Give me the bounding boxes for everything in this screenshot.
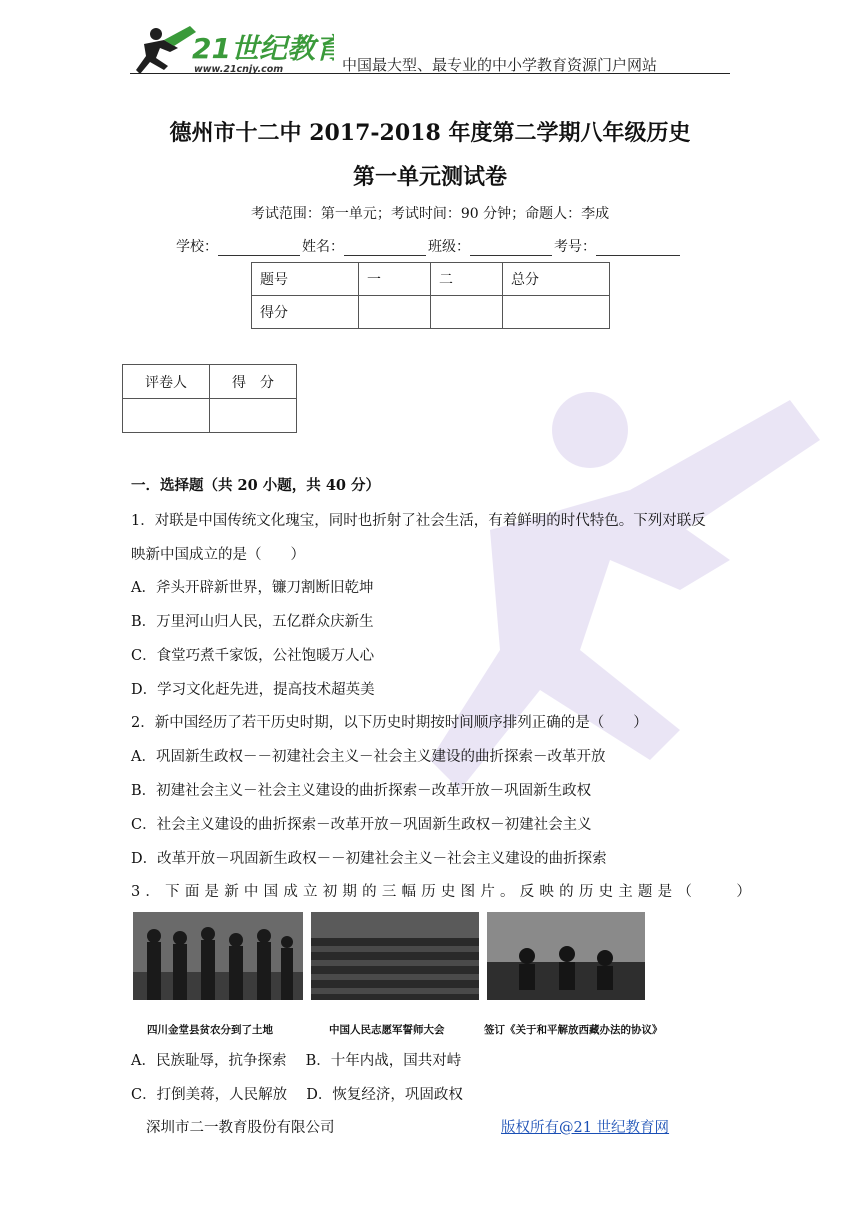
grader-header-cell: 得 分 <box>210 365 297 399</box>
class-blank[interactable] <box>470 241 552 256</box>
header-divider <box>130 73 730 74</box>
student-info-fields <box>176 236 682 256</box>
grader-header-cell: 评卷人 <box>123 365 210 399</box>
table-row <box>252 263 610 296</box>
photo-caption: 四川金堂县贫农分到了土地 <box>147 1024 273 1036</box>
exam-title-line1: 德州市十二中 2017-2018 年度第二学期八年级历史 <box>169 120 691 146</box>
score-header-cell: 题号 <box>252 263 359 296</box>
score-cell[interactable] <box>359 296 431 329</box>
score-cell[interactable] <box>431 296 503 329</box>
table-row <box>123 399 297 433</box>
section-heading: 一．选择题（共 20 小题，共 40 分） <box>131 477 381 494</box>
question-1-option-a[interactable]: A．斧头开辟新世界，镰刀割断旧乾坤 <box>131 580 374 596</box>
photo-caption: 中国人民志愿军誓师大会 <box>329 1024 445 1036</box>
table-row <box>252 296 610 329</box>
score-table <box>251 262 610 329</box>
question-1-option-c[interactable]: C．食堂巧煮千家饭，公社饱暖万人心 <box>131 648 375 664</box>
watermark-logo <box>430 360 830 880</box>
grader-cell[interactable] <box>123 399 210 433</box>
name-label: 姓名： <box>302 239 344 255</box>
question-3-options-ab[interactable]: A．民族耻辱，抗争探索 B．十年内战，国共对峙 <box>131 1053 462 1069</box>
history-photo-land-reform <box>133 912 303 1024</box>
footer-company: 深圳市二一教育股份有限公司 <box>146 1120 335 1136</box>
grader-cell[interactable] <box>210 399 297 433</box>
question-3-options-cd[interactable]: C．打倒美蒋，人民解放 D．恢复经济，巩固政权 <box>131 1087 463 1103</box>
question-2-option-d[interactable]: D．改革开放－巩固新生政权－－初建社会主义－社会主义建设的曲折探索 <box>131 851 607 867</box>
score-row-label: 得分 <box>252 296 359 329</box>
footer-copyright-link[interactable]: 版权所有@21 世纪教育网 <box>501 1120 670 1136</box>
number-blank[interactable] <box>596 241 680 256</box>
table-row <box>123 365 297 399</box>
question-1-option-d[interactable]: D．学习文化赶先进，提高技术超英美 <box>131 682 375 698</box>
score-cell[interactable] <box>503 296 610 329</box>
exam-meta: 考试范围：第一单元；考试时间：90 分钟；命题人：李成 <box>250 206 610 222</box>
number-label: 考号： <box>554 239 596 255</box>
school-blank[interactable] <box>218 241 300 256</box>
photo-caption: 签订《关于和平解放西藏办法的协议》 <box>484 1024 663 1036</box>
question-2-option-c[interactable]: C．社会主义建设的曲折探索－改革开放－巩固新生政权－初建社会主义 <box>131 817 592 833</box>
logo-text: 21世纪教育 <box>192 32 334 65</box>
class-label: 班级： <box>428 239 470 255</box>
site-logo <box>134 22 334 78</box>
exam-title-line2: 第一单元测试卷 <box>352 164 507 190</box>
header-tagline: 中国最大型、最专业的中小学教育资源门户网站 <box>342 56 658 74</box>
history-photo-tibet-agreement <box>487 912 645 1024</box>
score-header-cell: 一 <box>359 263 431 296</box>
grader-table <box>122 364 297 433</box>
score-header-cell: 总分 <box>503 263 610 296</box>
question-1-option-b[interactable]: B．万里河山归人民，五亿群众庆新生 <box>131 614 374 630</box>
question-2-option-a[interactable]: A．巩固新生政权－－初建社会主义－社会主义建设的曲折探索－改革开放 <box>131 749 606 765</box>
name-blank[interactable] <box>344 241 426 256</box>
score-header-cell: 二 <box>431 263 503 296</box>
question-2-option-b[interactable]: B．初建社会主义－社会主义建设的曲折探索－改革开放－巩固新生政权 <box>131 783 592 799</box>
question-1-stem: 1．对联是中国传统文化瑰宝，同时也折射了社会生活，有着鲜明的时代特色。下列对联反 <box>131 513 706 529</box>
question-2-stem: 2．新中国经历了若干历史时期，以下历史时期按时间顺序排列正确的是（ ） <box>131 715 648 731</box>
school-label: 学校： <box>176 239 218 255</box>
logo-url: www.21cnjy.com <box>194 64 284 75</box>
question-3-stem: 3．下面是新中国成立初期的三幅历史图片。反映的历史主题是（ ） <box>131 884 757 900</box>
history-photo-volunteer-army <box>311 912 479 1024</box>
question-1-stem-cont: 映新中国成立的是（ ） <box>131 547 305 563</box>
